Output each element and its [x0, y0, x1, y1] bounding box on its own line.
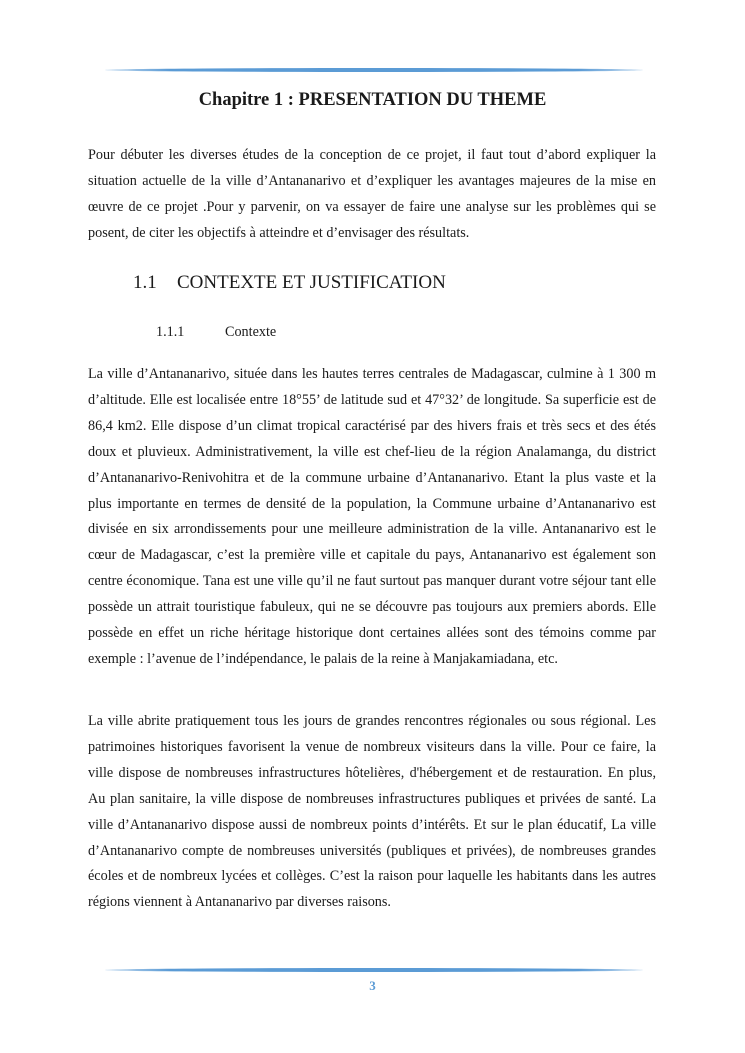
section-heading — [133, 270, 446, 296]
header-rule — [105, 68, 643, 72]
context-paragraph-2: La ville abrite pratiquement tous les jours de grandes rencontres régionales ou sous régional. Les patrimoines historiques favorisent la venue de nombreux visiteurs dans la ville. Pour ce faire, la ville dispose de nombreuses infrastructures hôtelières, d'hébergement et de restauration. En plus, Au plan sanitaire, la ville dispose de nombreuses infrastructures publiques et privées de santé. La ville d’Antananarivo dispose aussi de nombreux points d’intérêts. Et sur le plan éducatif, La ville d’Antananarivo compte de nombreuses universités (publiques et privées), de nombreuses grandes écoles et de nombreux lycées et collèges. C’est la raison pour laquelle les habitants dans les autres régions viennent à Antananarivo par diverses raisons. — [88, 713, 656, 911]
footer-rule — [105, 968, 643, 972]
subsection-heading — [156, 322, 276, 342]
chapter-title: Chapitre 1 : PRESENTATION DU THEME — [198, 90, 547, 110]
intro-paragraph: Pour débuter les diverses études de la conception de ce projet, il faut tout d’abord expliquer la situation actuelle de la ville d’Antananarivo et d’expliquer les avantages majeures de la mise en œuvre de ce projet .Pour y parvenir, on va essayer de faire une analyse sur les problèmes qui se posent, de citer les objectifs à atteindre et d’envisager des résultats. — [88, 147, 656, 241]
section-title: CONTEXTE ET JUSTIFICATION — [177, 272, 446, 293]
subsection-title: Contexte — [225, 324, 277, 340]
page-number: 3 — [369, 978, 376, 993]
subsection-number: 1.1.1 — [156, 324, 185, 340]
section-number: 1.1 — [133, 272, 157, 293]
context-paragraph-1: La ville d’Antananarivo, située dans les hautes terres centrales de Madagascar, culmine à 1 300 m d’altitude. Elle est localisée entre 18°55’ de latitude sud et 47°32’ de longitude. Sa superficie est de 86,4 km2. Elle dispose d’un climat tropical caractérisé par des hivers frais et très secs et des étés doux et pluvieux. Administrativement, la ville est chef-lieu de la région Analamanga, du district d’Antananarivo-Renivohitra et de la commune urbaine d’Antananarivo. Etant la plus vaste et la plus importante en termes de densité de la population, la Commune urbaine d’Antananarivo est divisée en six arrondissements pour une meilleure administration de la ville. Antananarivo est le cœur de Madagascar, c’est la première ville et capitale du pays, Antananarivo est également son centre économique. Tana est une ville qu’il ne faut surtout pas manquer durant votre séjour tant elle possède un attrait touristique fabuleux, qui ne se découvre pas toujours aux premiers abords. Elle possède en effet un riche héritage historique dont certaines allées sont des témoins comme par exemple : l’avenue de l’indépendance, le palais de la reine à Manjakamiadana, etc. — [88, 366, 656, 667]
